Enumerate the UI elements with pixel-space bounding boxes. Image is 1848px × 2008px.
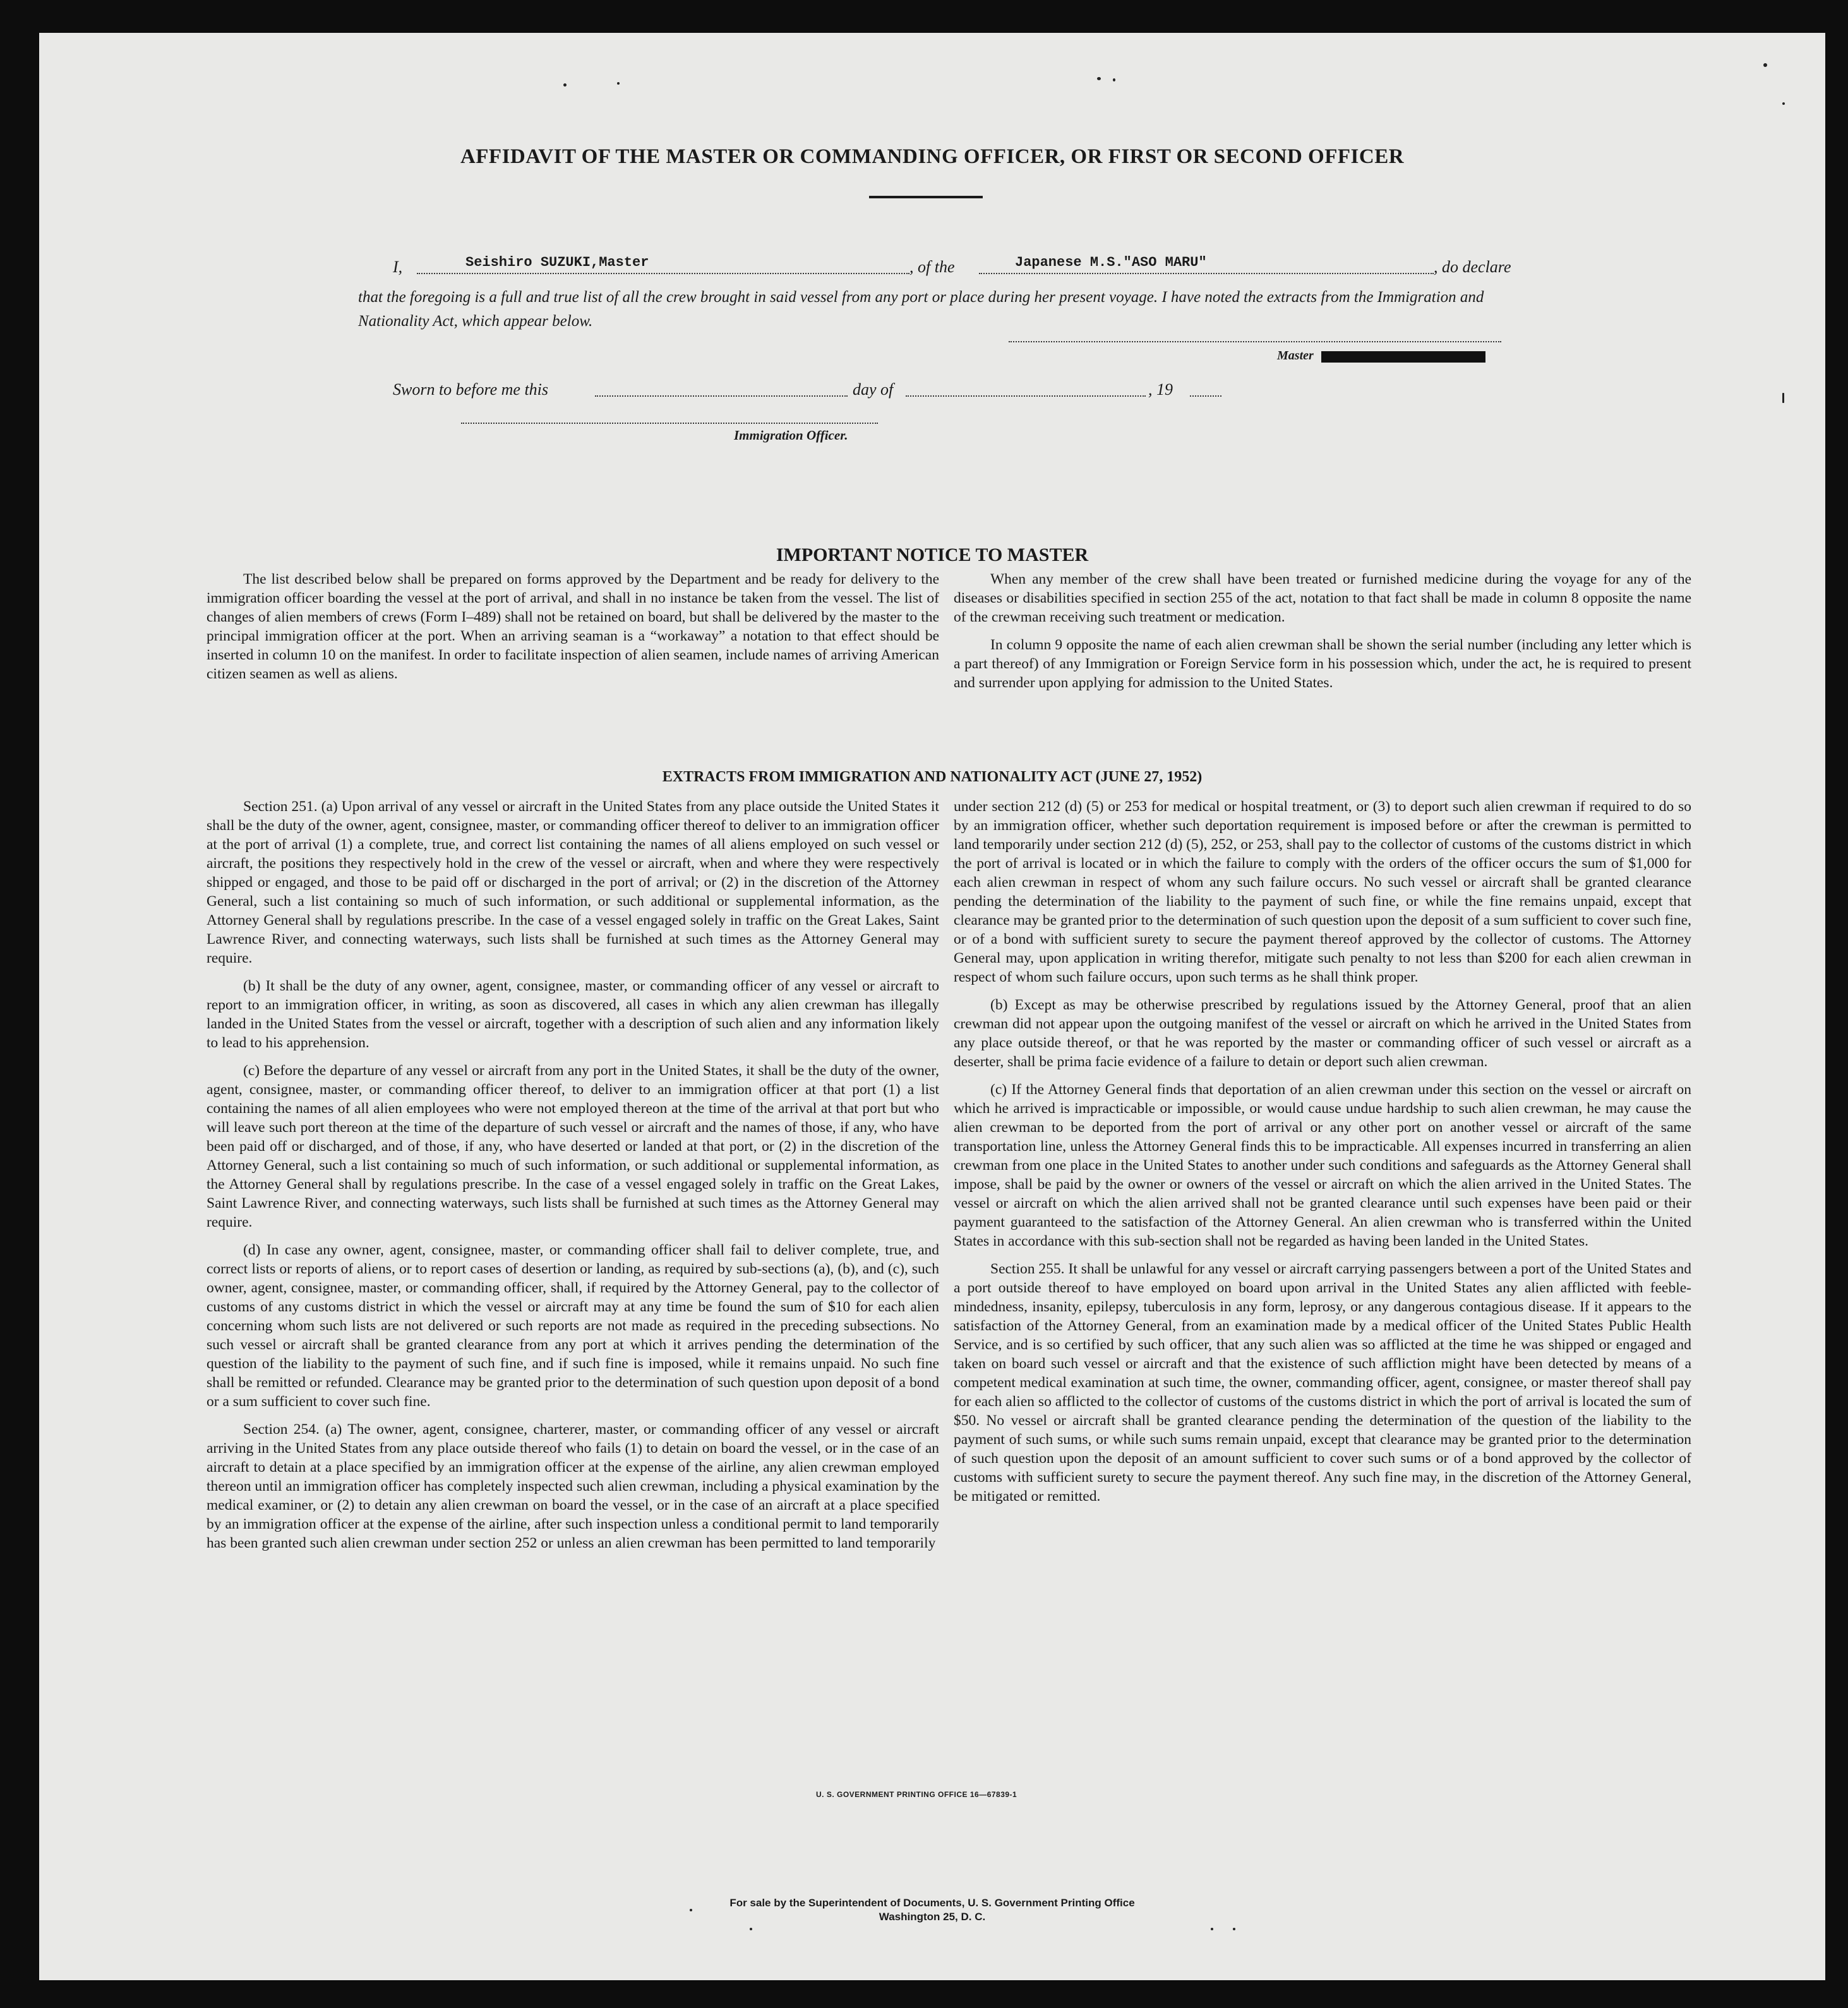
speck-mark: [1113, 78, 1115, 81]
declaration-text: that the foregoing is a full and true list of all the crew brought in said vessel from any port or place during her present voyage. I have noted the extracts from the Immigration and Nationality Act, which appear below.: [358, 289, 1484, 330]
vessel-line: [979, 273, 1434, 274]
extracts-right-column: [954, 797, 1691, 1515]
section-251a: Section 251. (a) Upon arrival of any vessel or aircraft in the United States from any place outside the United States it shall be the duty of the owner, agent, consignee, master, or commanding officer thereof to deliver to an immigration officer at the port of arrival (1) a complete, true, and correct list containing the names of all aliens employed on such vessel or aircraft, the positions they respectively hold in the crew of the vessel or aircraft, when and where they were respectively shipped or engaged, and those to be paid off or discharged in the port of arrival; or (2) in the discretion of the Attorney General, such a list containing so much of such information, or such additional or supplemental information, as the Attorney General shall by regulations prescribe. In the case of a vessel engaged solely in traffic on the Great Lakes, Saint Lawrence River, and connecting waterways, such lists shall be furnished at such times as the Attorney General may require.: [207, 798, 939, 966]
notice-left-paragraph: The list described below shall be prepared on forms approved by the Department and be ready for delivery to the immigration officer boarding the vessel at the port of arrival, and shall in no instance be taken from the vessel. The list of changes of alien members of crews (Form I–489) shall not be retained on board, but shall be delivered by the master to the principal immigration officer at the port. When an arriving seaman is a “workaway” a notation to that effect should be inserted in column 10 on the manifest. In order to facilitate inspection of alien seamen, include names of arriving American citizen seamen as well as aliens.: [207, 571, 939, 682]
section-254c: (c) If the Attorney General finds that deportation of an alien crewman under this section on the vessel or aircraft on which he arrived is impracticable or impossible, or would cause undue hardship to such alien crewman, he may cause the alien crewman to be deported from the port of arrival or any other port on another vessel or aircraft of the same transportation line, unless the Attorney General finds this to be impracticable. All expenses incurred in transferring an alien crewman from one place in the United States to another under such conditions and safeguards as the Attorney General shall impose, shall be paid by the owner or owners of the vessel or aircraft on which the alien arrived in the United States. The vessel or aircraft on which the alien arrived shall not be granted clearance until such expenses have been paid or their payment guaranteed to the satisfaction of the Attorney General. An alien crewman who is transferred within the United States in accordance with this sub-section shall not be regarded as having been landed in the United States.: [954, 1081, 1691, 1249]
extracts-heading: EXTRACTS FROM IMMIGRATION AND NATIONALITY ACT (JUNE 27, 1952): [662, 769, 1203, 785]
speck-mark: [1233, 1928, 1235, 1930]
speck-mark: [1211, 1928, 1213, 1930]
sworn-line: [393, 374, 1277, 402]
master-signature-line: [1009, 341, 1501, 342]
speck-mark: [750, 1928, 752, 1930]
section-254a-continued: under section 212 (d) (5) or 253 for medical or hospital treatment, or (3) to deport such alien crewman if required to do so by an immigration officer, whether such deportation requirement is imposed before or after the crewman is permitted to land temporarily under section 212 (d) (5), 252, or 253, shall pay to the collector of customs of the customs district in which the port of arrival is located or in which the failure to comply with the orders of the officer occurs the sum of $1,000 for each alien crewman in respect of whom any such failure occurs. No such vessel or aircraft shall be granted clearance pending the determination of the liability to the payment of such fine, or while the fine remains unpaid, except that clearance may be granted prior to the determination of such question upon the deposit of a sum sufficient to cover such fine, or of a bond with sufficient surety to secure the payment thereof approved by the collector of customs. The Attorney General may, upon application in writing therefor, mitigate such penalty to not less than $200 for each alien crewman in respect of whom such failure occurs, upon such terms as he shall think proper.: [954, 798, 1691, 985]
notice-left-column: [207, 570, 939, 692]
form-page: [39, 33, 1825, 1980]
notice-right-paragraph-2: In column 9 opposite the name of each alien crewman shall be shown the serial number (including any letter which is a part thereof) of any Immigration or Foreign Service form in his possession which, under the act, he is required to present and surrender upon applying for admission to the United States.: [954, 637, 1691, 691]
sale-line-1: For sale by the Superintendent of Documents, U. S. Government Printing Office: [729, 1897, 1135, 1909]
sale-line-2: Washington 25, D. C.: [879, 1911, 986, 1923]
speck-mark: [1782, 102, 1785, 105]
title-rule: [869, 196, 983, 198]
sworn-day-line: [595, 395, 848, 397]
section-254a: Section 254. (a) The owner, agent, consignee, charterer, master, or commanding officer of any vessel or aircraft arriving in the United States from any place outside thereof who fails (1) to detain on board the vessel, or in the case of an aircraft to detain at a place specified by an immigration officer at the expense of the airline, any alien crewman employed thereon until an immigration officer has completely inspected such alien crewman, including a physical examination by the medical examiner, or (2) to detain any alien crewman on board the vessel, or in the case of an aircraft at a place specified by an immigration officer at the expense of the airline, after such inspection unless a conditional permit to land temporarily has been granted such alien crewman under section 252 or unless an alien crewman has been permitted to land temporarily: [207, 1421, 939, 1551]
speck-mark: [563, 83, 567, 87]
speck-mark: [1097, 77, 1101, 80]
section-251b: (b) It shall be the duty of any owner, agent, consignee, master, or commanding officer of any vessel or aircraft to report to an immigration officer, in writing, as soon as discovered, all cases in which any alien crewman has illegally landed in the United States from the vessel or aircraft, together with a description of such alien and any information likely to lead to his apprehension.: [207, 978, 939, 1051]
speck-mark: [1782, 393, 1784, 403]
declaration-line: [393, 248, 1593, 279]
section-254b: (b) Except as may be otherwise prescribed by regulations issued by the Attorney General, proof that an alien crewman did not appear upon the outgoing manifest of the vessel or aircraft on which he arrived in the United States from any place outside thereof, or that he was reported by the master or commanding officer of such vessel or aircraft as a deserter, shall be prima facie evidence of a failure to detain or deport such alien crewman.: [954, 997, 1691, 1070]
sworn-month-line: [906, 395, 1146, 397]
officer-label: Immigration Officer.: [734, 428, 848, 443]
section-251d: (d) In case any owner, agent, consignee, master, or commanding officer shall fail to deliver complete, true, and correct lists or reports of aliens, or to report cases of desertion or landing, as required by sub-sections (a), (b), and (c), such owner, agent, consignee, master, or commanding officer, shall, if required by the Attorney General, pay to the collector of customs of any customs district in which the vessel or aircraft may at any time be found the sum of $10 for each alien concerning whom such lists are not delivered or such reports are not made as required in the preceding subsections. No such vessel or aircraft shall be granted clearance from any port at which it arrives pending the determination of the question of the liability to the payment of such fine, and if such fine is imposed, while it remains unpaid. No such fine shall be remitted or refunded. Clearance may be granted prior to the determination of such question upon deposit of a bond or a sum sufficient to cover such fine.: [207, 1242, 939, 1410]
do-declare-label: , do declare: [1434, 258, 1511, 276]
notice-right-paragraph-1: When any member of the crew shall have been treated or furnished medicine during the voyage for any of the diseases or disabilities specified in section 255 of the act, notation to that fact shall be made in column 8 opposite the name of the crewman receiving such treatment or medication.: [954, 571, 1691, 625]
notice-right-column: [954, 570, 1691, 701]
of-the-label: , of the: [909, 258, 955, 276]
sworn-prefix: Sworn to before me this: [393, 380, 549, 399]
officer-signature-line: [461, 423, 878, 424]
day-of-label: day of: [853, 380, 894, 399]
extracts-left-column: [207, 797, 939, 1561]
declarant-line: [417, 273, 909, 274]
printer-mark: U. S. GOVERNMENT PRINTING OFFICE 16—67839-1: [816, 1790, 1017, 1799]
master-label: Master: [1277, 349, 1314, 363]
section-255: Section 255. It shall be unlawful for any vessel or aircraft carrying passengers between a port of the United States and a port outside thereof to have employed on board upon arrival in the United States any alien afflicted with feeble-mindedness, insanity, epilepsy, tuberculosis in any form, leprosy, or any dangerous contagious disease. If it appears to the satisfaction of the Attorney General, from an examination made by a medical officer of the United States Public Health Service, and is so certified by such officer, that any such alien was so afflicted at the time he was shipped or engaged and taken on board such vessel or aircraft and that the existence of such affliction might have been detected by means of a competent medical examination at such time, the owner, commanding officer, agent, consignee, or master thereof shall pay for each alien so afflicted to the collector of customs of the customs district in which the port of arrival is located the sum of $50. No vessel or aircraft shall be granted clearance pending the determination of the question of the liability to the payment of such sums, or while such sums remain unpaid, except that clearance may be granted prior to the determination of such question upon the deposit of an amount sufficient to cover such sums or of a bond approved by the collector of customs with sufficient surety to secure the payment thereof. Any such fine may, in the discretion of the Attorney General, be mitigated or remitted.: [954, 1261, 1691, 1505]
redaction-mark: [1321, 351, 1485, 363]
decl-i-label: I,: [393, 258, 403, 276]
speck-mark: [1763, 63, 1767, 67]
sale-notice: [39, 1896, 1825, 1924]
speck-mark: [690, 1909, 692, 1911]
year-prefix: , 19: [1148, 380, 1173, 399]
affidavit-title: AFFIDAVIT OF THE MASTER OR COMMANDING OFFICER, OR FIRST OR SECOND OFFICER: [460, 145, 1405, 168]
vessel-value: Japanese M.S."ASO MARU": [1015, 255, 1207, 270]
sworn-year-line: [1190, 395, 1221, 397]
declarant-value: Seishiro SUZUKI,Master: [465, 255, 649, 270]
master-label-wrap: [1277, 349, 1314, 363]
section-251c: (c) Before the departure of any vessel or aircraft from any port in the United States, it shall be the duty of the owner, agent, consignee, master, or commanding officer thereof, to deliver to an immigration officer at that port (1) a list containing the names of all alien employees who were not employed thereon at the time of the arrival at that port but who will leave such port thereon at the time of the departure of such vessel or aircraft and the names of those, if any, who have been paid off or discharged, and of those, if any, who have deserted or landed at that port, or (2) in the discretion of the Attorney General, such a list containing so much of such information, or such additional or supplemental information, as the Attorney General shall by regulations prescribe. In the case of a vessel engaged solely in traffic on the Great Lakes, Saint Lawrence River, and connecting waterways, such lists shall be furnished at such times as the Attorney General may require.: [207, 1062, 939, 1230]
speck-mark: [617, 82, 620, 85]
notice-heading: IMPORTANT NOTICE TO MASTER: [776, 544, 1089, 565]
